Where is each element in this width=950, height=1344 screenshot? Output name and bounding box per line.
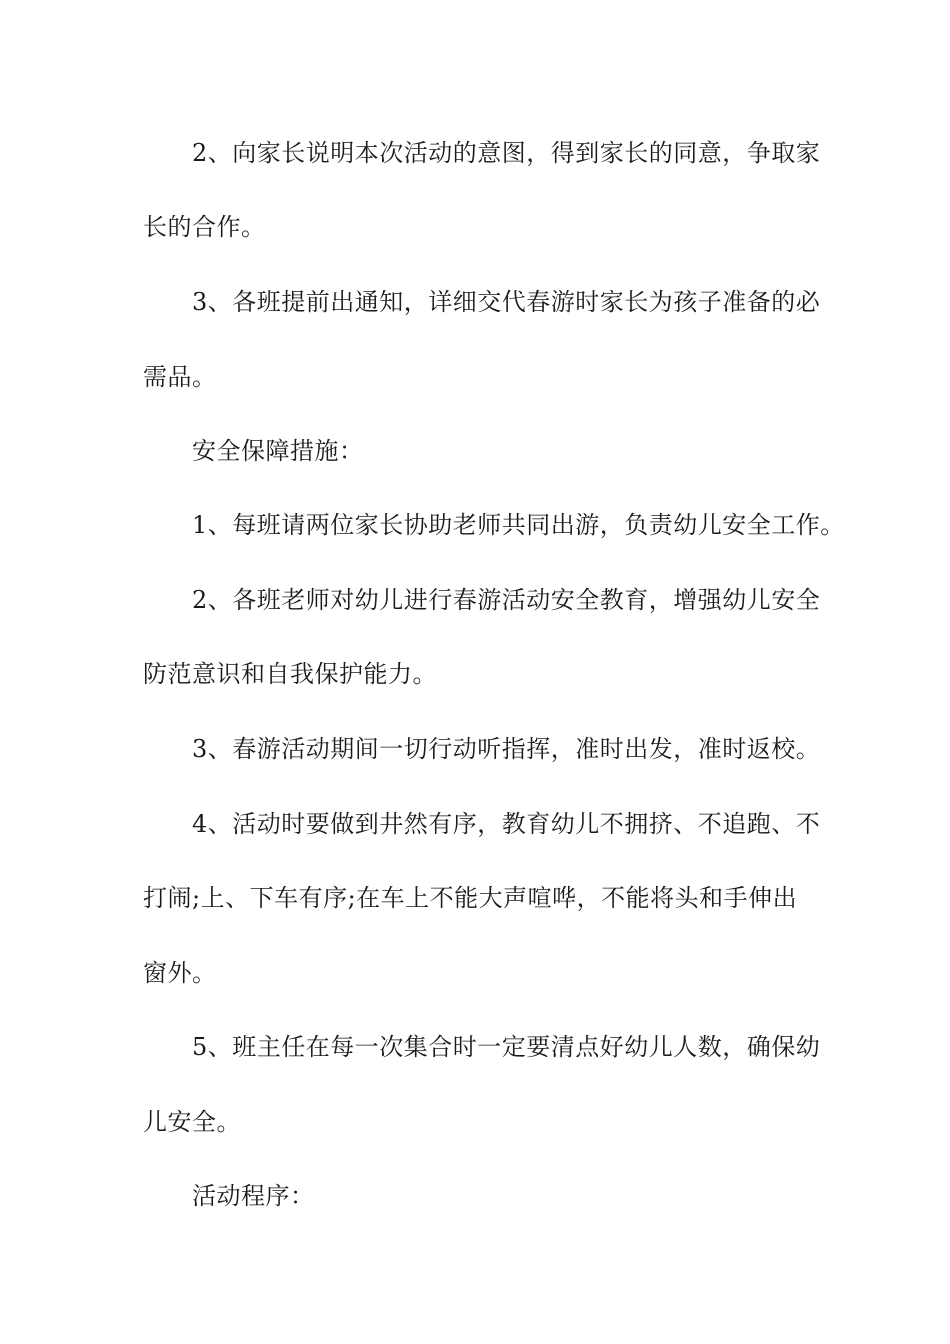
paragraph-line: 2、向家长说明本次活动的意图，得到家长的同意，争取家 bbox=[192, 139, 821, 167]
paragraph-line: 防范意识和自我保护能力。 bbox=[143, 660, 437, 688]
paragraph-line: 3、各班提前出通知，详细交代春游时家长为孩子准备的必 bbox=[192, 288, 821, 316]
paragraph-line: 3、春游活动期间一切行动听指挥，准时出发，准时返校。 bbox=[192, 735, 821, 763]
section-heading: 活动程序： bbox=[192, 1182, 315, 1210]
paragraph-line: 长的合作。 bbox=[143, 213, 266, 241]
section-heading: 安全保障措施： bbox=[192, 437, 364, 465]
paragraph-line: 儿安全。 bbox=[143, 1108, 241, 1136]
paragraph-line: 需品。 bbox=[143, 363, 217, 391]
paragraph-line: 1、每班请两位家长协助老师共同出游，负责幼儿安全工作。 bbox=[192, 511, 845, 539]
paragraph-line: 打闹;上、下车有序;在车上不能大声喧哗，不能将头和手伸出 bbox=[143, 884, 798, 912]
paragraph-line: 2、各班老师对幼儿进行春游活动安全教育，增强幼儿安全 bbox=[192, 586, 821, 614]
paragraph-line: 4、活动时要做到井然有序，教育幼儿不拥挤、不追跑、不 bbox=[192, 810, 821, 838]
paragraph-line: 5、班主任在每一次集合时一定要清点好幼儿人数，确保幼 bbox=[192, 1033, 821, 1061]
paragraph-line: 窗外。 bbox=[143, 959, 217, 987]
